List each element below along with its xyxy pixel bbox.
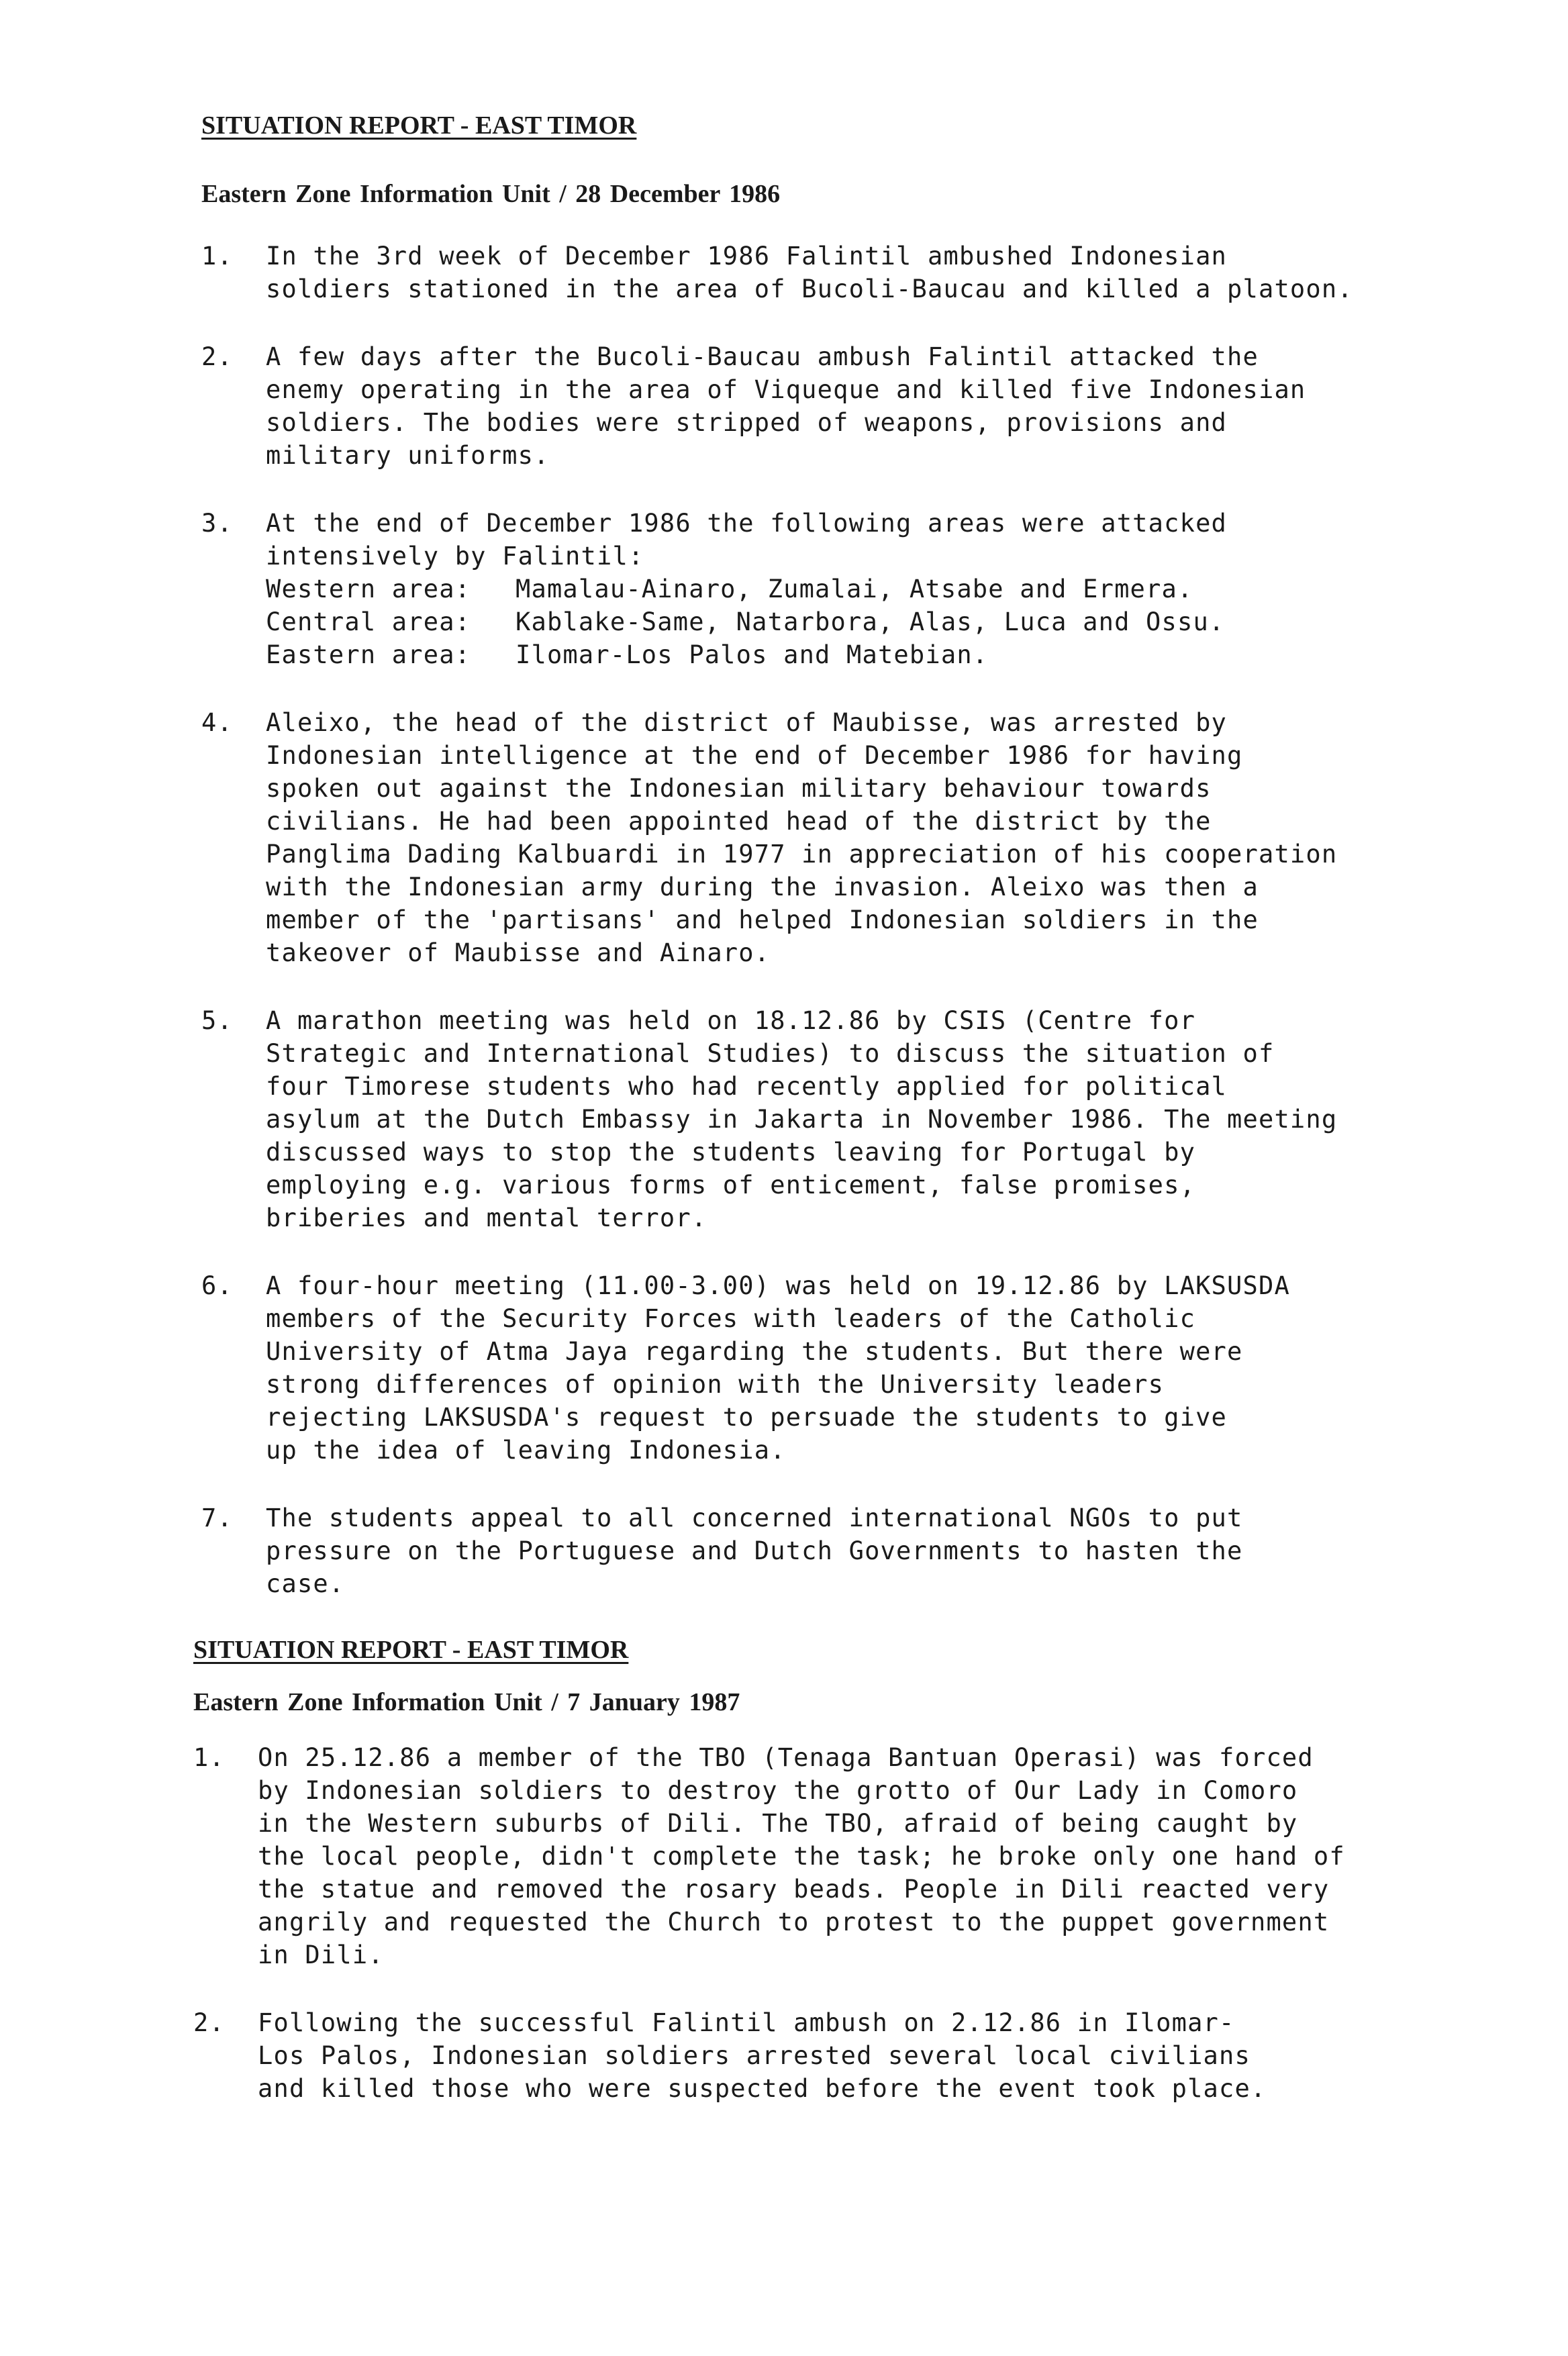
item-text: The students appeal to all concerned international NGOs to put pressure on the Portuguese and Dutch Governments to hasten the case. — [266, 1504, 1243, 1598]
item-text: On 25.12.86 a member of the TBO (Tenaga Bantuan Operasi) was forced by Indonesian soldiers to destroy the grotto of Our Lady in Comoro in the Western suburbs of Dili. The TBO, afraid of being caught by the local people, didn't complete the task; he broke only one hand of the statue and removed the rosary beads. People in Dili reacted very angrily and requested the Church to protest to the puppet government in Dili. — [258, 1743, 1345, 1969]
item-number: 1. — [193, 1743, 225, 1772]
area-value: Mamalau-Ainaro, Zumalai, Atsabe and Ermera. — [516, 575, 1193, 603]
item-number: 4. — [201, 708, 233, 737]
item-text: A few days after the Bucoli-Baucau ambush Falintil attacked the enemy operating in the area of Viqueque and killed five Indonesian soldiers. The bodies were stripped of weapons, provisions and military uniforms. — [266, 342, 1306, 470]
item-text: Following the successful Falintil ambush on 2.12.86 in Ilomar- Los Palos, Indonesian soldiers arrested several local civilians and killed those who were suspected before the event took place. — [258, 2008, 1267, 2103]
report-subtitle: Eastern Zone Information Unit / 7 January 1987 — [193, 1688, 740, 1716]
item-number: 3. — [201, 509, 233, 538]
list-item — [201, 1269, 1447, 1467]
item-number: 6. — [201, 1271, 233, 1300]
item-number: 5. — [201, 1006, 233, 1035]
item-text: Aleixo, the head of the district of Maubisse, was arrested by Indonesian intelligence at the end of December 1986 for having spoken out against the Indonesian military behaviour towards civilians. He had been appointed head of the district by the Panglima Dading Kalbuardi in 1977 in appreciation of his cooperation with the Indonesian army during the invasion. Aleixo was then a member of the 'partisans' and helped Indonesian soldiers in the takeover of Maubisse and Ainaro. — [266, 708, 1338, 967]
area-row-central — [266, 605, 1447, 638]
item-number: 2. — [193, 2008, 225, 2037]
report-title: SITUATION REPORT - EAST TIMOR — [193, 1636, 629, 1664]
list-item — [193, 2006, 1447, 2105]
item-text: A four-hour meeting (11.00-3.00) was held on 19.12.86 by LAKSUSDA members of the Security Forces with leaders of the Catholic University of Atma Jaya regarding the students. But there were strong differences of opinion with the University leaders rejecting LAKSUSDA's request to persuade the students to give up the idea of leaving Indonesia. — [266, 1271, 1290, 1465]
list-item — [193, 1741, 1447, 1971]
report-items — [193, 1741, 1447, 2105]
area-value: Kablake-Same, Natarbora, Alas, Luca and Ossu. — [516, 607, 1225, 636]
report-2 — [193, 1635, 1447, 2105]
list-item — [201, 1502, 1447, 1600]
list-item — [201, 240, 1447, 305]
area-label: Eastern area: — [266, 640, 471, 669]
report-subtitle: Eastern Zone Information Unit / 28 December 1986 — [201, 180, 781, 208]
area-label: Central area: — [266, 607, 471, 636]
report-1 — [201, 111, 1447, 1600]
item-text: In the 3rd week of December 1986 Falintil ambushed Indonesian soldiers stationed in the area of Bucoli-Baucau and killed a platoon. — [266, 242, 1353, 303]
item-text: A marathon meeting was held on 18.12.86 by CSIS (Centre for Strategic and International Studies) to discuss the situation of four Timorese students who had recently applied for political asylum at the Dutch Embassy in Jakarta in November 1986. The meeting discussed ways to stop the students leaving for Portugal by employing e.g. various forms of enticement, false promises, briberies and mental terror. — [266, 1006, 1338, 1232]
area-label: Western area: — [266, 575, 471, 603]
item-text: At the end of December 1986 the following areas were attacked intensively by Falintil: — [266, 509, 1228, 571]
report-items — [201, 240, 1447, 1600]
list-item — [201, 507, 1447, 671]
area-value: Ilomar-Los Palos and Matebian. — [516, 640, 989, 669]
list-item — [201, 340, 1447, 472]
list-item — [201, 706, 1447, 969]
area-row-eastern — [266, 638, 1447, 671]
item-number: 7. — [201, 1504, 233, 1532]
area-row-western — [266, 573, 1447, 605]
item-number: 1. — [201, 242, 233, 271]
list-item — [201, 1004, 1447, 1234]
item-number: 2. — [201, 342, 233, 371]
report-title: SITUATION REPORT - EAST TIMOR — [201, 111, 637, 140]
